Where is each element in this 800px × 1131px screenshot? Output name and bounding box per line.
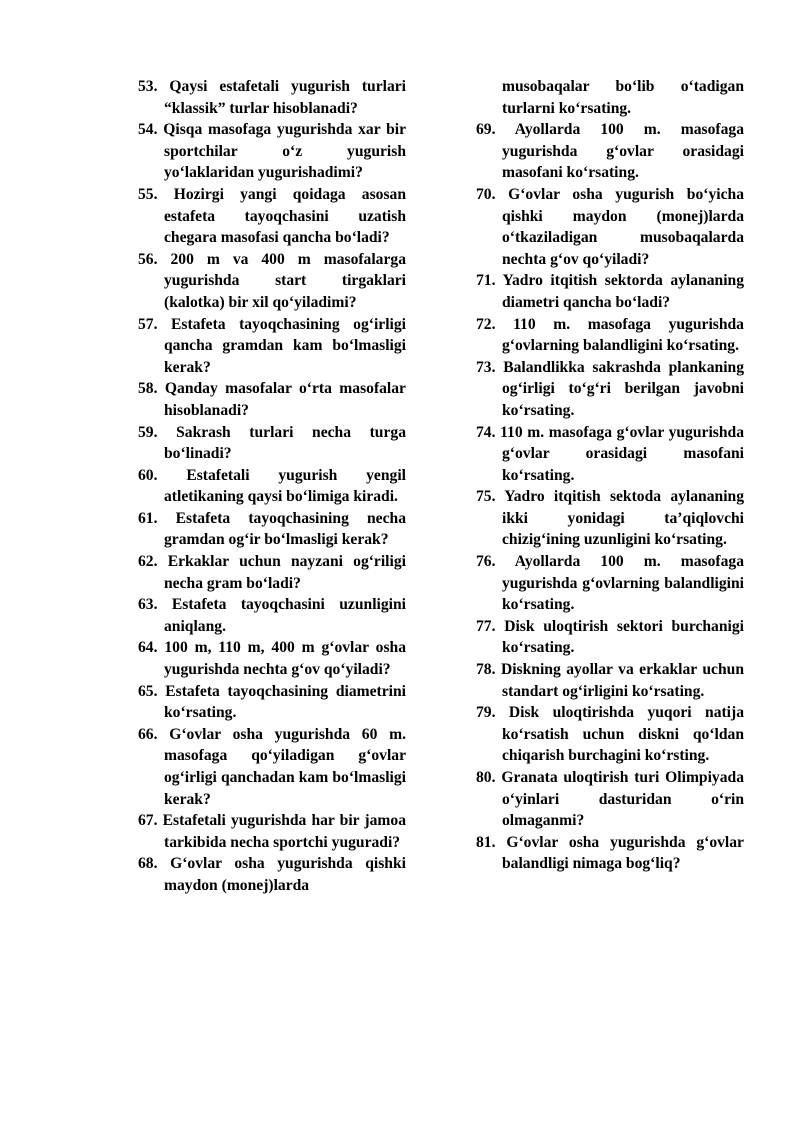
question-item bbox=[138, 853, 406, 896]
question-text: Estafetali yugurish yengil atletikaning qaysi bo‘limiga kiradi. bbox=[164, 466, 406, 506]
question-text: 200 m va 400 m masofalarga yugurishda start tirgaklari (kalotka) bir xil qo‘yiladimi? bbox=[164, 250, 406, 311]
question-text: Sakrash turlari necha turga bo‘linadi? bbox=[164, 423, 406, 463]
question-number: 77. bbox=[476, 617, 496, 635]
question-item bbox=[138, 76, 406, 119]
question-item bbox=[138, 422, 406, 465]
question-text: Qisqa masofaga yugurishda xar bir sportchilar o‘z yugurish yo‘laklaridan yugurishadimi? bbox=[163, 121, 406, 182]
question-text: Estafeta tayoqchasini uzunligini aniqlang. bbox=[164, 596, 406, 635]
question-item bbox=[138, 314, 406, 379]
question-item bbox=[476, 702, 744, 767]
question-text: Yadro itqitish sektorda aylananing diametri qancha bo‘ladi? bbox=[502, 272, 744, 311]
question-text: Estafeta tayoqchasining og‘irligi qancha gramdan kam bo‘lmasligi kerak? bbox=[164, 315, 406, 376]
question-number: 64. bbox=[138, 639, 158, 657]
question-text: G‘ovlar osha yugurish bo‘yicha qishki maydon (monej)larda o‘tkaziladigan musobaqalarda nechta g‘ov qo‘yiladi? bbox=[502, 185, 744, 268]
question-number: 61. bbox=[138, 509, 158, 527]
question-text: Yadro itqitish sektoda aylananing ikki yonidagi ta’qiqlovchi chizig‘ining uzunligini ko‘rsating. bbox=[502, 488, 744, 549]
question-text: Estafeta tayoqchasining necha gramdan og‘ir bo‘lmasligi kerak? bbox=[164, 509, 406, 549]
question-continuation: musobaqalar bo‘lib o‘tadigan turlarni ko‘rsating. bbox=[502, 78, 744, 117]
question-item bbox=[476, 184, 744, 270]
question-number: 73. bbox=[476, 358, 496, 376]
question-number: 76. bbox=[476, 553, 496, 571]
question-item bbox=[138, 681, 406, 724]
question-item bbox=[138, 810, 406, 853]
question-number: 70. bbox=[476, 185, 496, 203]
question-item bbox=[476, 119, 744, 184]
question-item bbox=[138, 594, 406, 637]
question-text: G‘ovlar osha yugurishda g‘ovlar balandligi nimaga bog‘liq? bbox=[502, 833, 744, 873]
question-number: 81. bbox=[476, 833, 496, 851]
question-item bbox=[138, 724, 406, 810]
question-text: G‘ovlar osha yugurishda 60 m. masofaga qo‘yiladigan g‘ovlar og‘irligi qanchadan kam bo‘lmasligi kerak? bbox=[164, 725, 406, 808]
question-number: 72. bbox=[476, 315, 496, 333]
question-number: 79. bbox=[476, 704, 496, 722]
question-text: Granata uloqtirish turi Olimpiyada o‘yinlari dasturidan o‘rin olmaganmi? bbox=[501, 769, 744, 830]
question-item bbox=[138, 249, 406, 314]
question-item bbox=[138, 184, 406, 249]
question-number: 62. bbox=[138, 553, 158, 571]
question-number: 59. bbox=[138, 423, 158, 441]
question-text: Erkaklar uchun nayzani og‘riligi necha gram bo‘ladi? bbox=[164, 553, 406, 592]
question-item bbox=[476, 551, 744, 616]
left-column bbox=[138, 76, 406, 897]
question-text: Disk uloqtirishda yuqori natija ko‘rsatish uchun diskni qo‘ldan chiqarish burchagini ko‘rsting. bbox=[502, 704, 745, 765]
question-item bbox=[476, 486, 744, 551]
question-number: 55. bbox=[138, 185, 158, 203]
question-item bbox=[476, 270, 744, 313]
question-number: 68. bbox=[138, 855, 158, 873]
question-text: Ayollarda 100 m. masofaga yugurishda g‘ovlarning balandligini ko‘rsating. bbox=[502, 553, 744, 614]
question-text: Disk uloqtirish sektori burchanigi ko‘rsating. bbox=[502, 617, 744, 657]
question-number: 80. bbox=[476, 769, 496, 786]
question-text: 110 m. masofaga yugurishda g‘ovlarning balandligini ko‘rsating. bbox=[502, 315, 744, 355]
question-text: Hozirgi yangi qoidaga asosan estafeta tayoqchasini uzatish chegara masofasi qancha bo‘ladi? bbox=[164, 185, 406, 247]
question-item bbox=[476, 616, 744, 659]
question-number: 67. bbox=[138, 812, 158, 830]
question-text: 100 m, 110 m, 400 m g‘ovlar osha yugurishda nechta g‘ov qo‘yiladi? bbox=[164, 639, 406, 679]
question-item bbox=[476, 832, 744, 875]
question-number: 57. bbox=[138, 315, 158, 333]
question-item bbox=[138, 378, 406, 421]
question-number: 60. bbox=[138, 466, 158, 484]
question-text: Diskning ayollar va erkaklar uchun standart og‘irligini ko‘rsating. bbox=[500, 661, 744, 700]
question-text: Ayollarda 100 m. masofaga yugurishda g‘ovlar orasidagi masofani ko‘rsating. bbox=[502, 121, 744, 182]
question-item bbox=[138, 508, 406, 551]
question-item bbox=[138, 119, 406, 184]
question-item bbox=[476, 357, 744, 422]
question-number: 69. bbox=[476, 121, 496, 139]
question-text: 110 m. masofaga g‘ovlar yugurishda g‘ovlar orasidagi masofani ko‘rsating. bbox=[500, 423, 744, 484]
question-text: Qaysi estafetali yugurish turlari “klassik” turlar hisoblanadi? bbox=[164, 78, 407, 117]
question-item bbox=[138, 637, 406, 680]
question-number: 74. bbox=[476, 423, 496, 441]
question-number: 75. bbox=[476, 488, 496, 506]
question-text: Estafeta tayoqchasining diametrini ko‘rsating. bbox=[164, 682, 406, 722]
question-number: 53. bbox=[138, 78, 158, 95]
question-item bbox=[476, 314, 744, 357]
question-text: Estafetali yugurishda har bir jamoa tarkibida necha sportchi yuguradi? bbox=[162, 812, 406, 851]
right-column bbox=[476, 76, 744, 875]
question-text: Qanday masofalar o‘rta masofalar hisoblanadi? bbox=[164, 380, 406, 419]
question-number: 71. bbox=[476, 272, 496, 290]
question-number: 54. bbox=[138, 121, 158, 139]
question-item bbox=[476, 659, 744, 702]
question-text: G‘ovlar osha yugurishda qishki maydon (monej)larda bbox=[164, 855, 406, 894]
question-item bbox=[476, 422, 744, 487]
question-item bbox=[138, 465, 406, 508]
question-number: 56. bbox=[138, 250, 158, 268]
question-item bbox=[138, 551, 406, 594]
question-text: Balandlikka sakrashda plankaning og‘irligi to‘g‘ri berilgan javobni ko‘rsating. bbox=[502, 358, 744, 419]
question-number: 66. bbox=[138, 725, 158, 743]
question-number: 58. bbox=[138, 380, 158, 398]
question-item bbox=[476, 767, 744, 832]
question-number: 65. bbox=[138, 682, 158, 700]
question-number: 78. bbox=[476, 661, 496, 679]
question-number: 63. bbox=[138, 596, 158, 614]
